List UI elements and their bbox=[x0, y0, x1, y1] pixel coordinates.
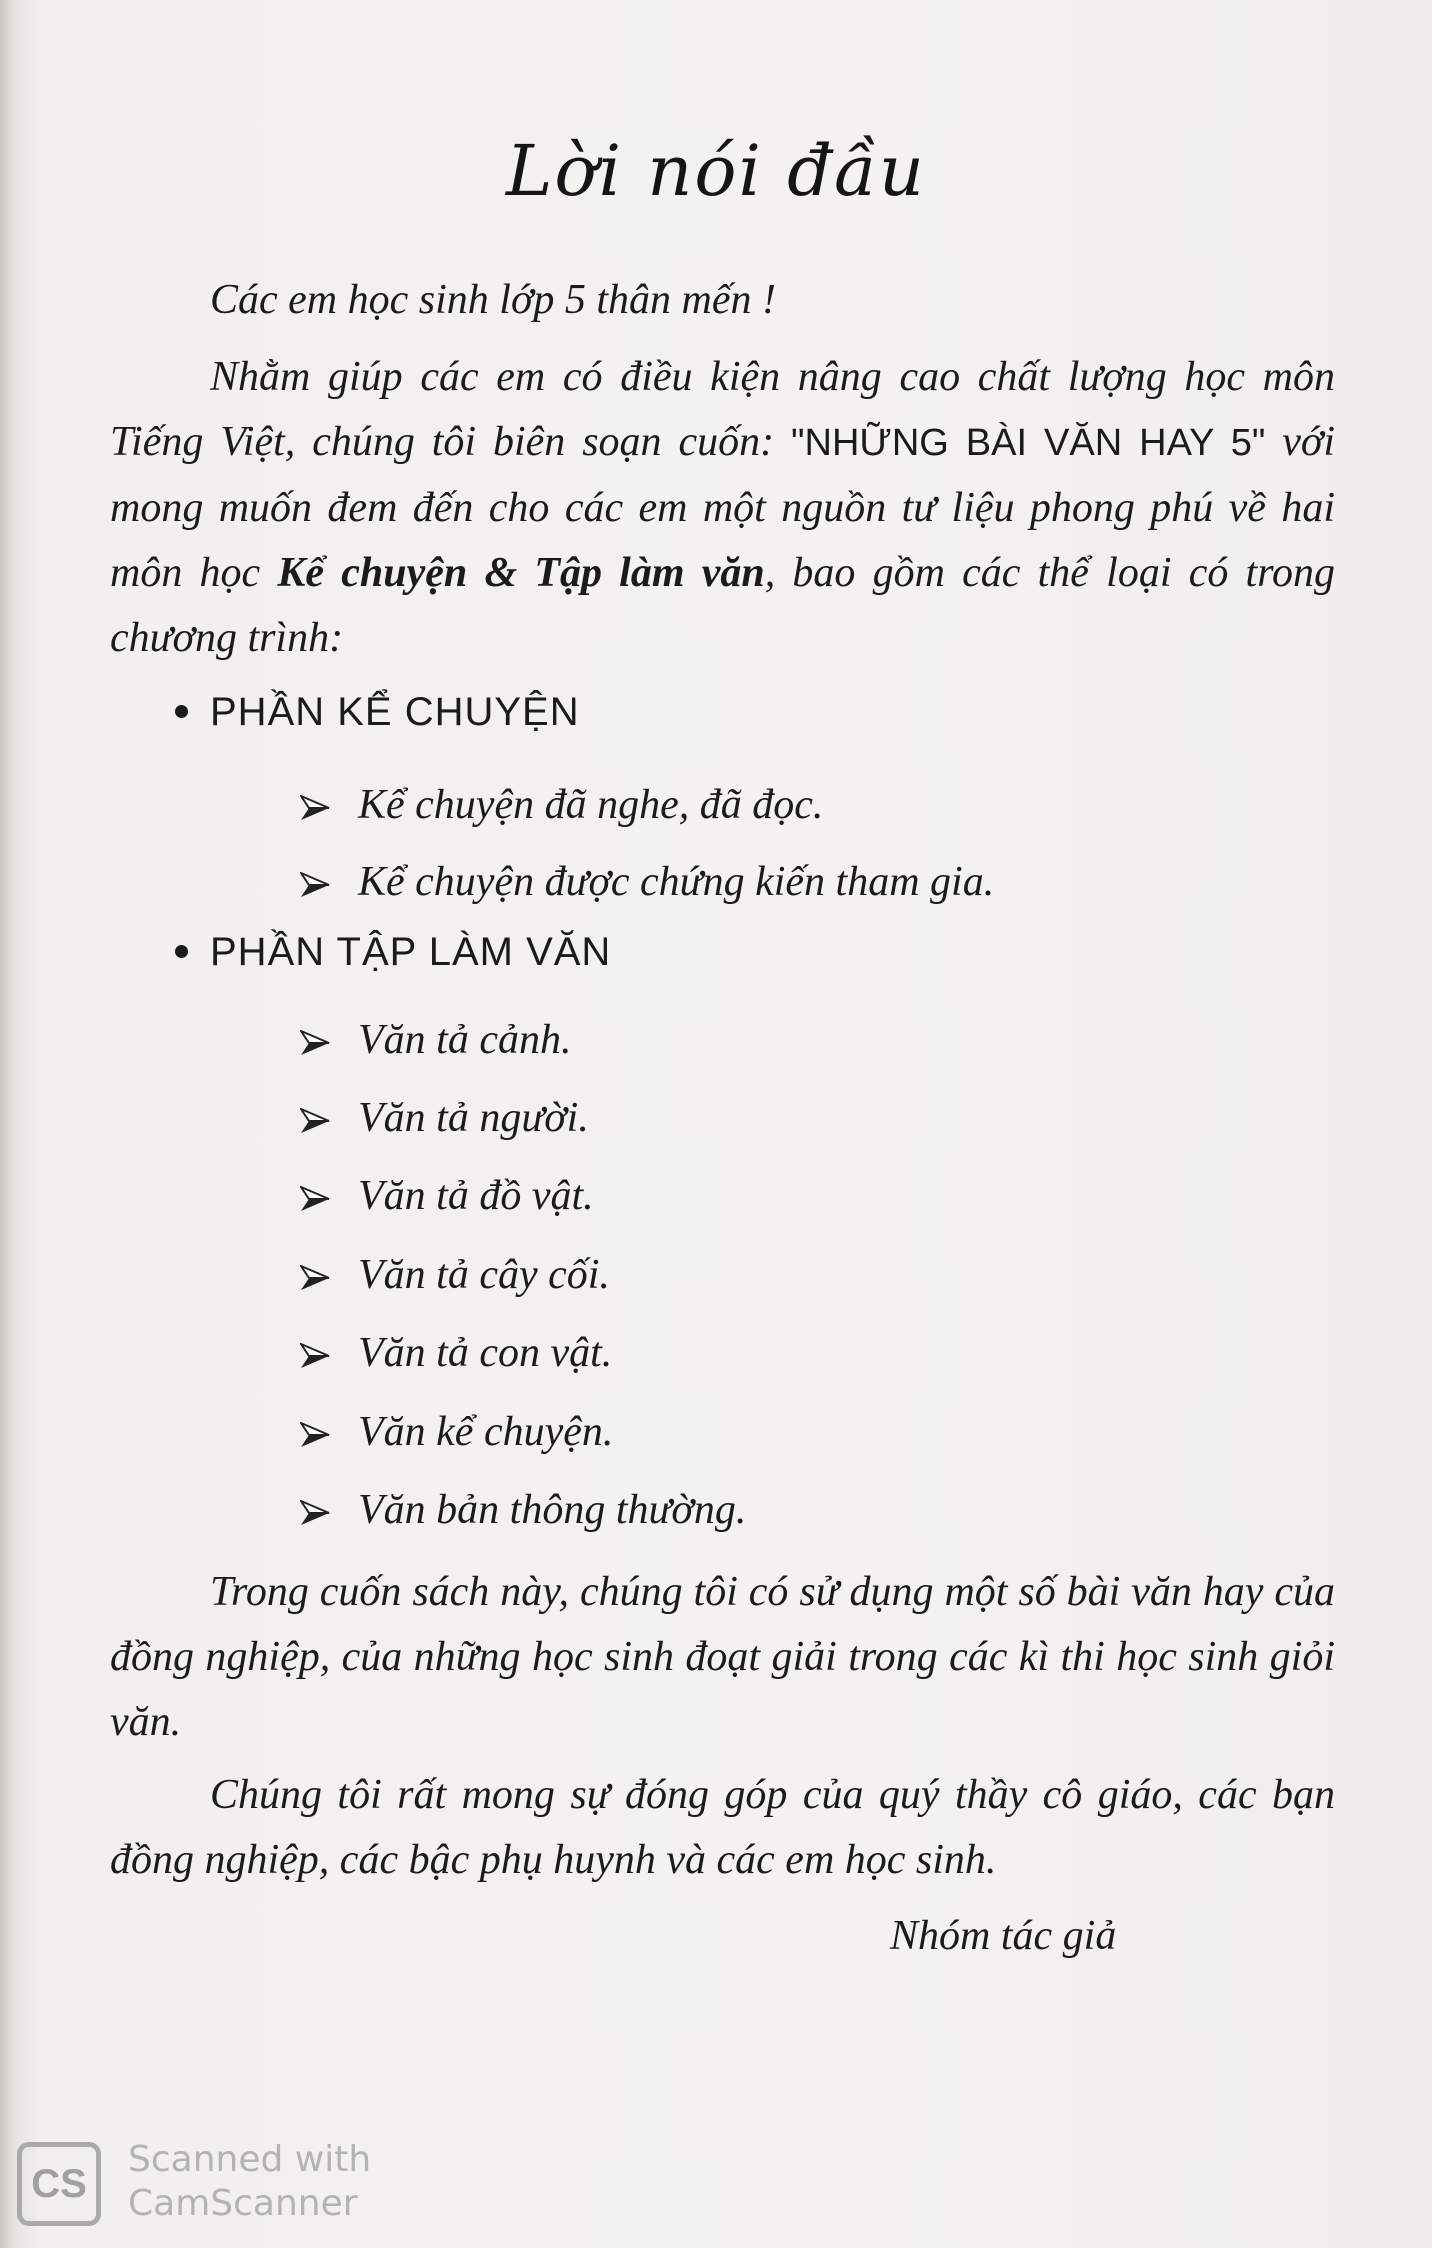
list-item bbox=[300, 780, 823, 833]
list-item bbox=[300, 1093, 589, 1146]
thanks-paragraph: Chúng tôi rất mong sự đóng góp của quý thầy cô giáo, các bạn đồng nghiệp, các bậc phụ huynh và các em học sinh. bbox=[110, 1772, 1335, 1883]
camscanner-watermark bbox=[128, 2138, 371, 2226]
section-heading-tap-lam-van bbox=[175, 930, 611, 975]
list-item bbox=[300, 857, 994, 910]
list-item bbox=[300, 1407, 613, 1460]
list-item-label: Kể chuyện đã nghe, đã đọc. bbox=[358, 782, 824, 828]
list-item-label: Văn tả người. bbox=[358, 1095, 589, 1141]
watermark-line: Scanned with bbox=[128, 2139, 372, 2180]
page-title: Lời nói đầu bbox=[506, 130, 926, 212]
list-item-label: Văn kể chuyện. bbox=[358, 1409, 614, 1455]
section-heading-label: PHẦN KỂ CHUYỆN bbox=[210, 690, 580, 734]
list-item-label: Văn bản thông thường. bbox=[358, 1487, 747, 1533]
intro-text-middle: với mong muốn đem đến cho các em một nguồn tư liệu phong phú về hai môn học bbox=[110, 419, 1335, 596]
arrowhead-icon bbox=[300, 1096, 330, 1146]
camscanner-logo: CS bbox=[17, 2142, 101, 2226]
closing-paragraph: Trong cuốn sách này, chúng tôi có sử dụng một số bài văn hay của đồng nghiệp, của những học sinh đoạt giải trong các kì thi học sinh giỏi văn. bbox=[110, 1569, 1335, 1745]
intro-paragraph bbox=[110, 345, 1335, 671]
book-title: "NHỮNG BÀI VĂN HAY 5" bbox=[791, 422, 1266, 464]
list-item bbox=[300, 1328, 612, 1381]
intro-text-after: , bao gồm các thể loại có trong chương trình: bbox=[110, 550, 1335, 661]
arrowhead-icon bbox=[300, 1018, 330, 1068]
list-item-label: Văn tả con vật. bbox=[358, 1330, 613, 1376]
arrowhead-icon bbox=[300, 1174, 330, 1224]
arrowhead-icon bbox=[300, 1253, 330, 1303]
subjects: Kể chuyện & Tập làm văn bbox=[277, 550, 765, 596]
bullet-icon bbox=[175, 945, 188, 958]
list-item-label: Văn tả cây cối. bbox=[358, 1252, 610, 1298]
list-item-label: Văn tả cảnh. bbox=[358, 1017, 572, 1063]
list-item bbox=[300, 1171, 594, 1224]
list-item bbox=[300, 1015, 571, 1068]
arrowhead-icon bbox=[300, 783, 330, 833]
signature: Nhóm tác giả bbox=[890, 1913, 1117, 1959]
list-item-label: Văn tả đồ vật. bbox=[358, 1173, 594, 1219]
greeting: Các em học sinh lớp 5 thân mến ! bbox=[210, 277, 776, 323]
intro-text-before: Nhằm giúp các em có điều kiện nâng cao chất lượng học môn Tiếng Việt, chúng tôi biên soạn cuốn: bbox=[110, 354, 1335, 465]
section-heading-ke-chuyen bbox=[175, 690, 580, 735]
arrowhead-icon bbox=[300, 1331, 330, 1381]
list-item bbox=[300, 1485, 746, 1538]
section-heading-label: PHẦN TẬP LÀM VĂN bbox=[210, 930, 612, 974]
arrowhead-icon bbox=[300, 860, 330, 910]
arrowhead-icon bbox=[300, 1488, 330, 1538]
list-item-label: Kể chuyện được chứng kiến tham gia. bbox=[358, 859, 995, 905]
arrowhead-icon bbox=[300, 1410, 330, 1460]
watermark-line: CamScanner bbox=[128, 2183, 358, 2224]
list-item bbox=[300, 1250, 610, 1303]
bullet-icon bbox=[175, 705, 188, 718]
